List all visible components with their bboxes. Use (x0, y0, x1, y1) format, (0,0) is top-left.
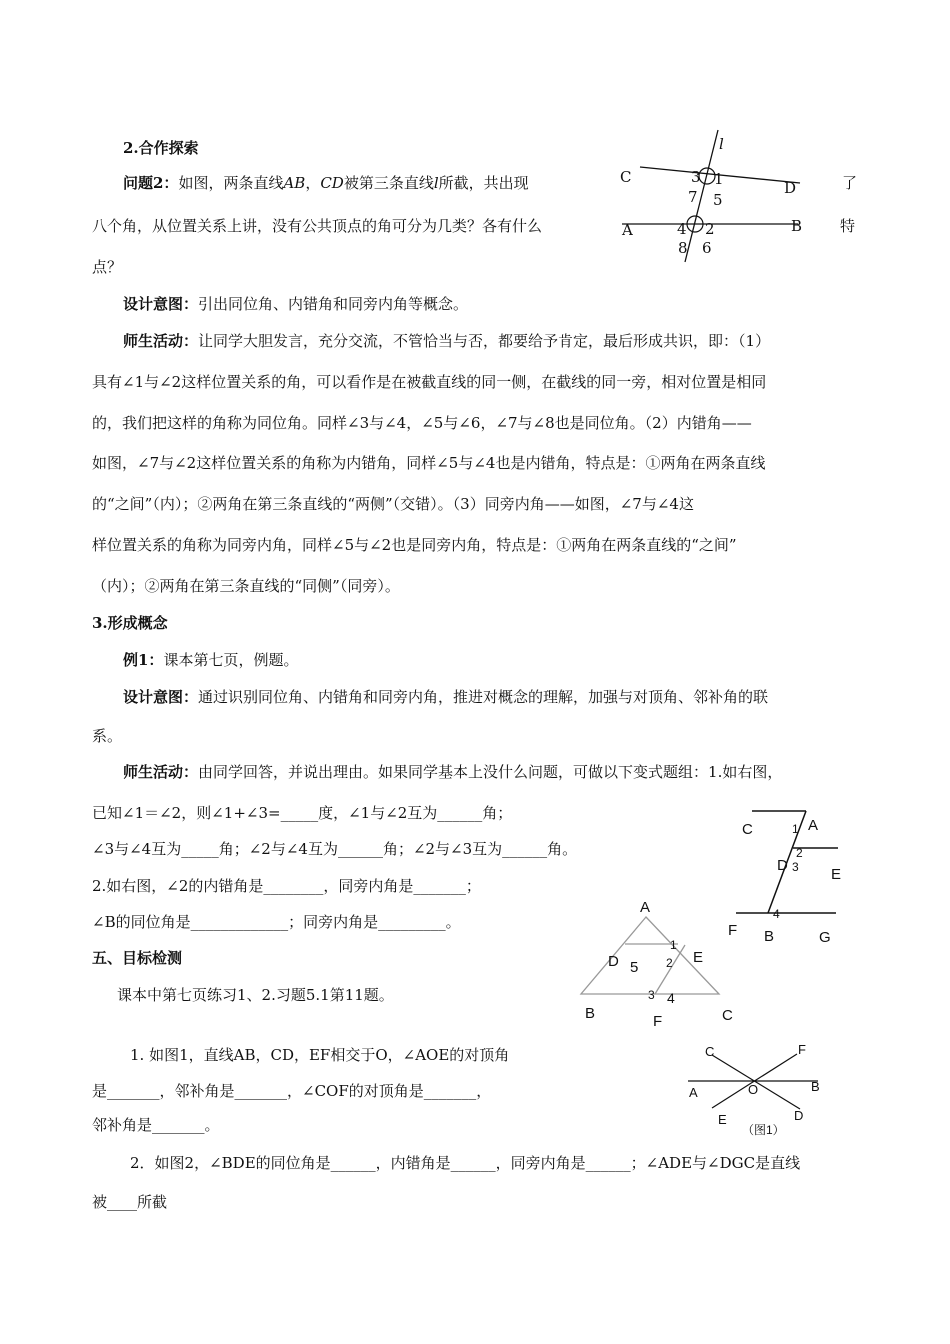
fig2-label-b: B (764, 928, 775, 945)
design-intent-label: 设计意图： (123, 295, 199, 313)
fig3-label-d: D (608, 953, 619, 970)
fig3-label-a: A (640, 899, 651, 916)
q-line-ab: AB (283, 174, 306, 192)
fig1-label-d: D (784, 179, 797, 197)
fig3-angle-1: 1 (670, 938, 677, 952)
fig4-caption: （图1） (742, 1123, 785, 1137)
fig3-label-e: E (693, 949, 704, 966)
activity-line: 让同学大胆发言，充分交流，不管恰当与否，都要给予肯定，最后形成共识，即：（1） (198, 332, 771, 350)
q-text-c: 所截，共出现 (438, 174, 529, 192)
fig4-label-d: D (794, 1108, 804, 1123)
activity-1-line-4: 如图，∠7与∠2这样位置关系的角称为内错角，同样∠5与∠4也是内错角，特点是：①两角在两条直线 (92, 454, 766, 472)
fig3-angle-4: 4 (667, 990, 675, 1006)
activity-2-line-5: ∠B的同位角是_____________；同旁内角是_________。 (92, 913, 461, 931)
fig3-angle-5: 5 (630, 959, 639, 976)
fig3-label-c: C (722, 1007, 733, 1024)
design-intent-2-line-2: 系。 (92, 727, 123, 745)
activity-1-line-3: 的，我们把这样的角称为同位角。同样∠3与∠4，∠5与∠6，∠7与∠8也是同位角。（2）内错角—— (92, 414, 752, 432)
fig1-angle-2: 2 (705, 220, 715, 238)
fig2-label-c: C (742, 821, 753, 838)
activity-2-line-4: 2.如右图，∠2的内错角是________，同旁内角是_______； (92, 877, 481, 895)
exercise-2-line-1: 2．如图2，∠BDE的同位角是______，内错角是______，同旁内角是______；∠ADE与∠DGC是直线 (130, 1154, 801, 1172)
exercise-2-line-2: 被____所截 (92, 1193, 168, 1211)
question-label: 问题2： (123, 174, 179, 192)
fig1-angle-6: 6 (702, 239, 712, 257)
fig2-angle-4: 4 (773, 907, 780, 921)
activity-1-line-6: 样位置关系的角称为同旁内角，同样∠5与∠2也是同旁内角，特点是：①两角在两条直线的“之间” (92, 536, 737, 554)
question-2-line-3: 点？ (92, 258, 123, 276)
q-line-cd: CD (320, 174, 344, 192)
fig1-label-b: B (791, 217, 803, 235)
activity-1-line-2: 具有∠1与∠2这样位置关系的角，可以看作是在被截直线的同一侧，在截线的同一旁，相对位置是相同 (92, 373, 767, 391)
fig1-angle-5: 5 (713, 191, 723, 209)
fig2-label-f: F (728, 922, 738, 939)
fig2-angle-1: 1 (792, 822, 799, 836)
question-2-tail-2: 特 (840, 217, 856, 235)
exercise-1-line-3: 邻补角是_______。 (92, 1116, 220, 1134)
activity-label: 师生活动： (123, 763, 199, 781)
fig1-angle-7: 7 (688, 188, 698, 206)
fig3-label-b: B (585, 1005, 596, 1022)
fig2-label-g: G (819, 929, 831, 946)
example-label: 例1： (123, 651, 164, 669)
target-check-text: 课本中第七页练习1、2.习题5.1第11题。 (117, 986, 394, 1004)
fig4-label-b: B (811, 1079, 820, 1094)
fig3-angle-2: 2 (666, 956, 673, 970)
fig4-label-c: C (705, 1044, 715, 1059)
fig3-label-f: F (653, 1013, 663, 1030)
fig1-angle-3: 3 (691, 168, 701, 186)
activity-1-line-5: 的“之间”（内）；②两角在第三条直线的“两侧”（交错）。（3）同旁内角——如图，∠7与∠4这 (92, 495, 694, 513)
question-2-tail-1: 了 (842, 174, 858, 192)
fig2-angle-3: 3 (792, 860, 799, 874)
fig2-label-e: E (831, 866, 842, 883)
design-intent-label: 设计意图： (123, 688, 199, 706)
exercise-1-line-2: 是_______，邻补角是_______，∠COF的对顶角是_______， (92, 1082, 492, 1100)
fig2-angle-2: 2 (796, 846, 803, 860)
q-comma: ， (305, 174, 321, 192)
question-2-line-2: 八个角，从位置关系上讲，没有公共顶点的角可分为几类？各有什么 (92, 217, 543, 235)
fig1-angle-1: 1 (714, 170, 724, 188)
activity-2-line-3: ∠3与∠4互为_____角；∠2与∠4互为______角；∠2与∠3互为______角。 (92, 840, 578, 858)
design-intent-text: 通过识别同位角、内错角和同旁内角，推进对概念的理解，加强与对顶角、邻补角的联 (198, 688, 769, 706)
activity-1-line-7: （内）；②两角在第三条直线的“同侧”（同旁）。 (92, 577, 400, 595)
design-intent-text: 引出同位角、内错角和同旁内角等概念。 (198, 295, 469, 313)
fig2-label-d: D (777, 857, 788, 874)
q-line-l: l (433, 174, 439, 192)
fig4-label-e: E (718, 1112, 727, 1127)
fig4-label-f: F (798, 1042, 806, 1057)
activity-label: 师生活动： (123, 332, 199, 350)
q-text-b: 被第三条直线 (343, 174, 434, 192)
q-text-a: 如图，两条直线 (178, 174, 284, 192)
fig4-label-a: A (689, 1085, 698, 1100)
fig4-label-o: O (748, 1082, 759, 1097)
section-heading-concept: 3.形成概念 (92, 614, 168, 632)
fig1-label-l: l (719, 135, 724, 153)
fig2-label-a: A (808, 817, 819, 834)
fig1-angle-4: 4 (677, 220, 687, 238)
section-heading-target-check: 五、目标检测 (92, 949, 183, 967)
activity-line: 由同学回答，并说出理由。如果同学基本上没什么问题，可做以下变式题组：1.如右图， (198, 763, 783, 781)
fig1-label-a: A (622, 221, 633, 239)
fig3-angle-3: 3 (648, 988, 655, 1002)
section-heading-cooperation: 2.合作探索 (123, 139, 199, 157)
fig1-label-c: C (620, 168, 632, 186)
activity-2-line-2: 已知∠1＝∠2，则∠1+∠3=_____度，∠1与∠2互为______角； (92, 804, 513, 822)
fig1-angle-8: 8 (678, 239, 688, 257)
example-text: 课本第七页，例题。 (163, 651, 299, 669)
exercise-1-line-1: 1. 如图1，直线AB，CD，EF相交于O，∠AOE的对顶角 (130, 1046, 510, 1064)
